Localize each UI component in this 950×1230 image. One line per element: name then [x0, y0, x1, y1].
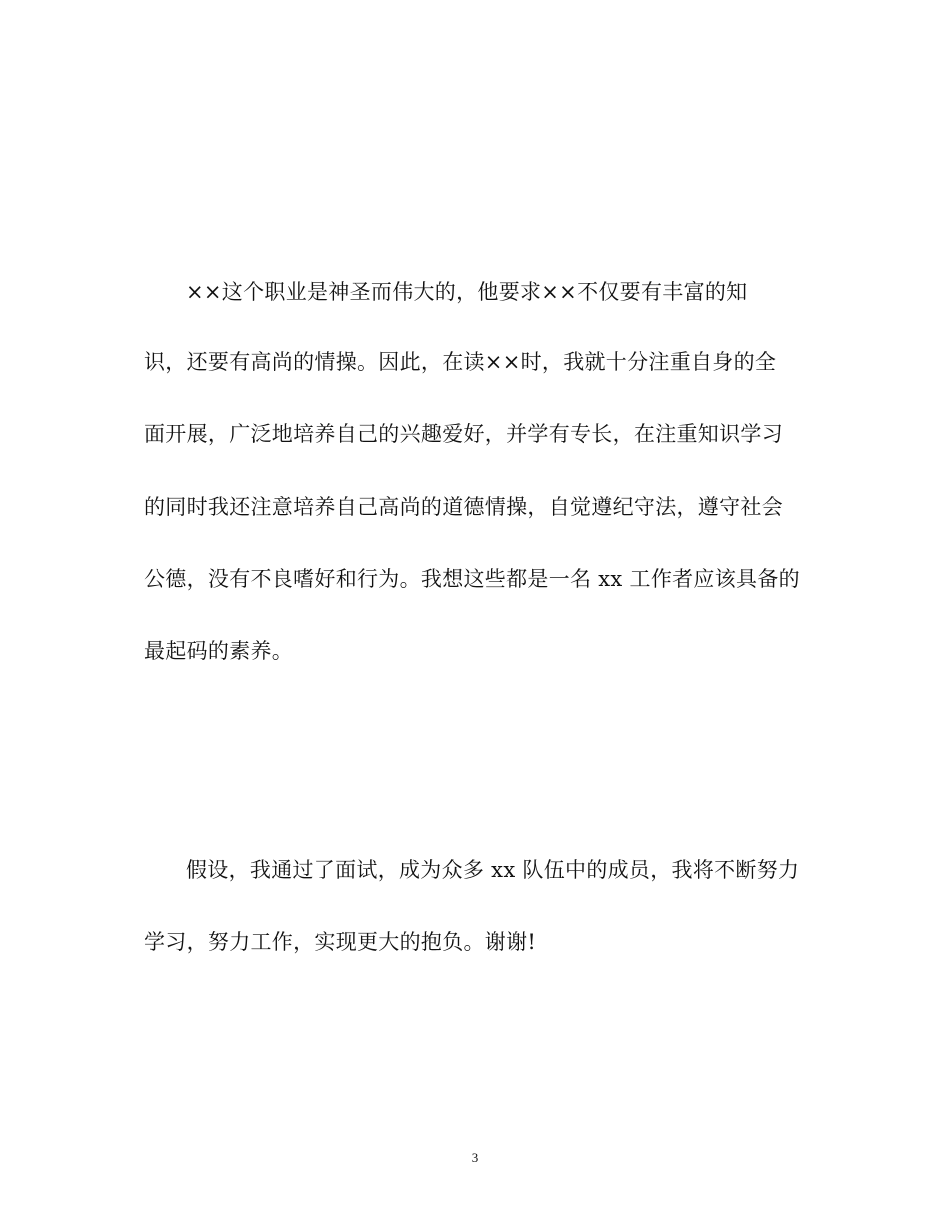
paragraph-line: 假设，我通过了面试，成为众多 xx 队伍中的成员，我将不断努力 [186, 858, 800, 882]
paragraph-line: ××这个职业是神圣而伟大的，他要求××不仅要有丰富的知 [186, 280, 748, 304]
page-number: 3 [471, 1150, 479, 1165]
paragraph-line: 学习，努力工作，实现更大的抱负。谢谢! [144, 930, 537, 954]
paragraph-line: 面开展，广泛地培养自己的兴趣爱好，并学有专长，在注重知识学习 [144, 422, 783, 446]
paragraph-line: 的同时我还注意培养自己高尚的道德情操，自觉遵纪守法，遵守社会 [144, 495, 783, 519]
paragraph-line: 公德，没有不良嗜好和行为。我想这些都是一名 xx 工作者应该具备的 [144, 567, 800, 591]
paragraph-line: 识，还要有高尚的情操。因此，在读××时，我就十分注重自身的全 [144, 350, 777, 374]
paragraph-line: 最起码的素养。 [144, 639, 294, 663]
